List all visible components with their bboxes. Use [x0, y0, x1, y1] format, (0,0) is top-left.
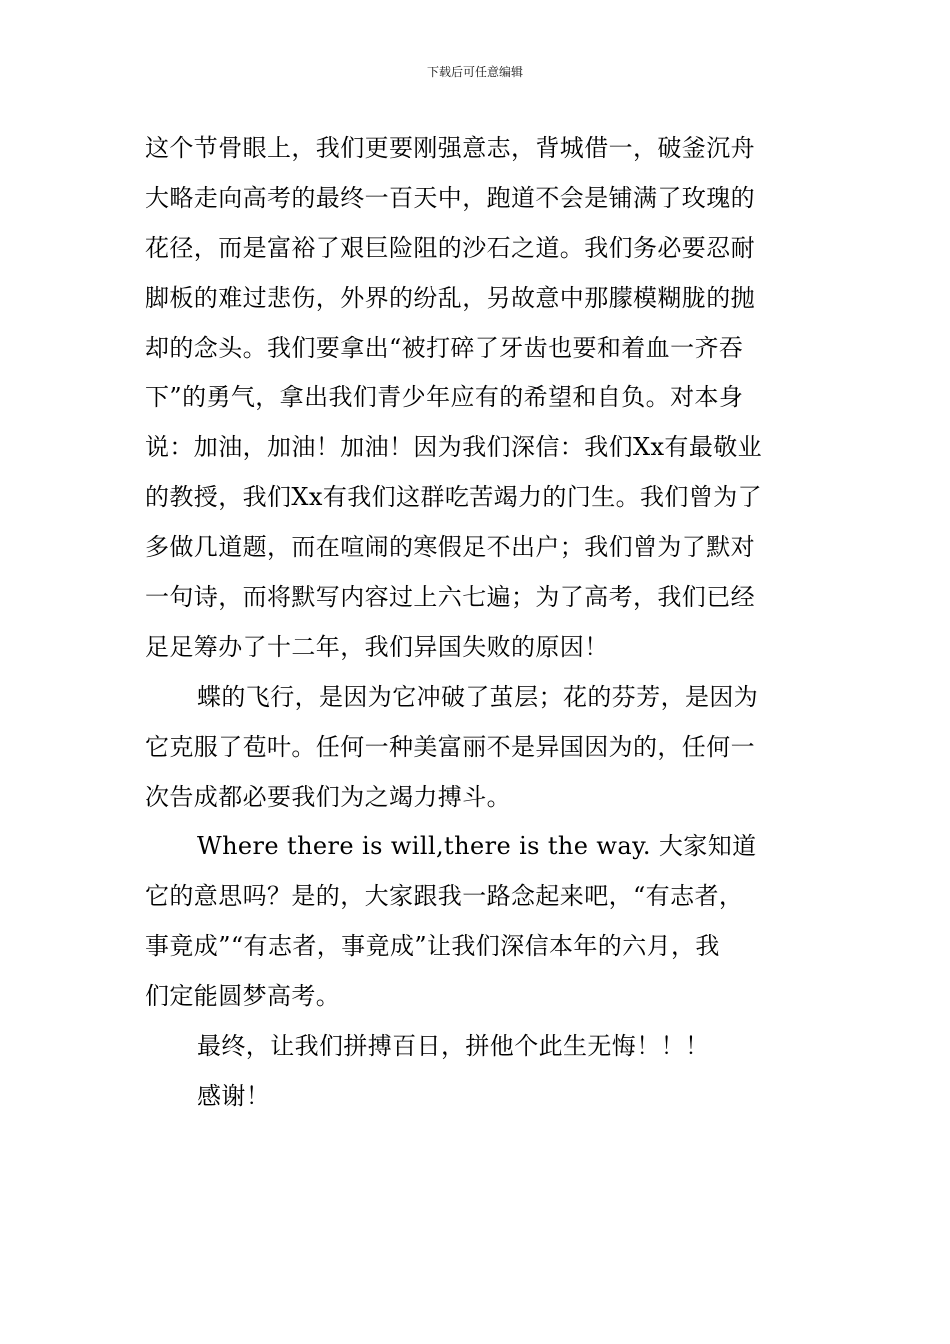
text-line: 下”的勇气，拿出我们青少年应有的希望和自负。对本身	[145, 383, 744, 412]
text-line: 说：加油，加油！加油！因为我们深信：我们Xx有最敬业	[145, 433, 763, 462]
text-line: 它克服了苞叶。任何一种美富丽不是异国因为的，任何一	[145, 732, 755, 761]
text-line: 事竟成”“有志者，事竟成”让我们深信本年的六月，我	[145, 932, 720, 961]
document-body	[145, 124, 809, 1122]
text-line: 次告成都必要我们为之竭力搏斗。	[145, 782, 511, 811]
paragraph-start-line: 蝶的飞行，是因为它冲破了茧层；花的芬芳，是因为	[197, 682, 759, 711]
text-line: 这个节骨眼上，我们更要刚强意志，背城借一，破釜沉舟	[145, 134, 755, 162]
text-line: 花径，而是富裕了艰巨险阻的沙石之道。我们务必要忍耐	[145, 233, 755, 262]
paragraph-start-line: 最终，让我们拼搏百日，拼他个此生无悔！！！	[197, 1032, 710, 1061]
paragraph-start-line: Where there is will,there is the way. 大家知道	[197, 832, 757, 861]
text-line: 它的意思吗？是的，大家跟我一路念起来吧，“有志者，	[145, 882, 744, 911]
text-line: 大略走向高考的最终一百天中，跑道不会是铺满了玫瑰的	[145, 183, 755, 212]
text-line: 们定能圆梦高考。	[145, 982, 341, 1011]
text-line: 多做几道题，而在喧闹的寒假足不出户；我们曾为了默对	[145, 533, 755, 562]
closing-line: 感谢！	[197, 1081, 271, 1110]
text-line: 一句诗，而将默写内容过上六七遍；为了高考，我们已经	[145, 583, 755, 612]
text-line: 却的念头。我们要拿出“被打碎了牙齿也要和着血一齐吞	[145, 333, 744, 362]
text-line: 的教授，我们Xx有我们这群吃苦竭力的门生。我们曾为了	[145, 483, 763, 512]
page-header-note: 下载后可任意编辑	[426, 65, 523, 79]
text-line: 脚板的难过悲伤，外界的纷乱，另故意中那朦模糊胧的抛	[145, 283, 755, 312]
text-line: 足足筹办了十二年，我们异国失败的原因！	[145, 632, 609, 661]
